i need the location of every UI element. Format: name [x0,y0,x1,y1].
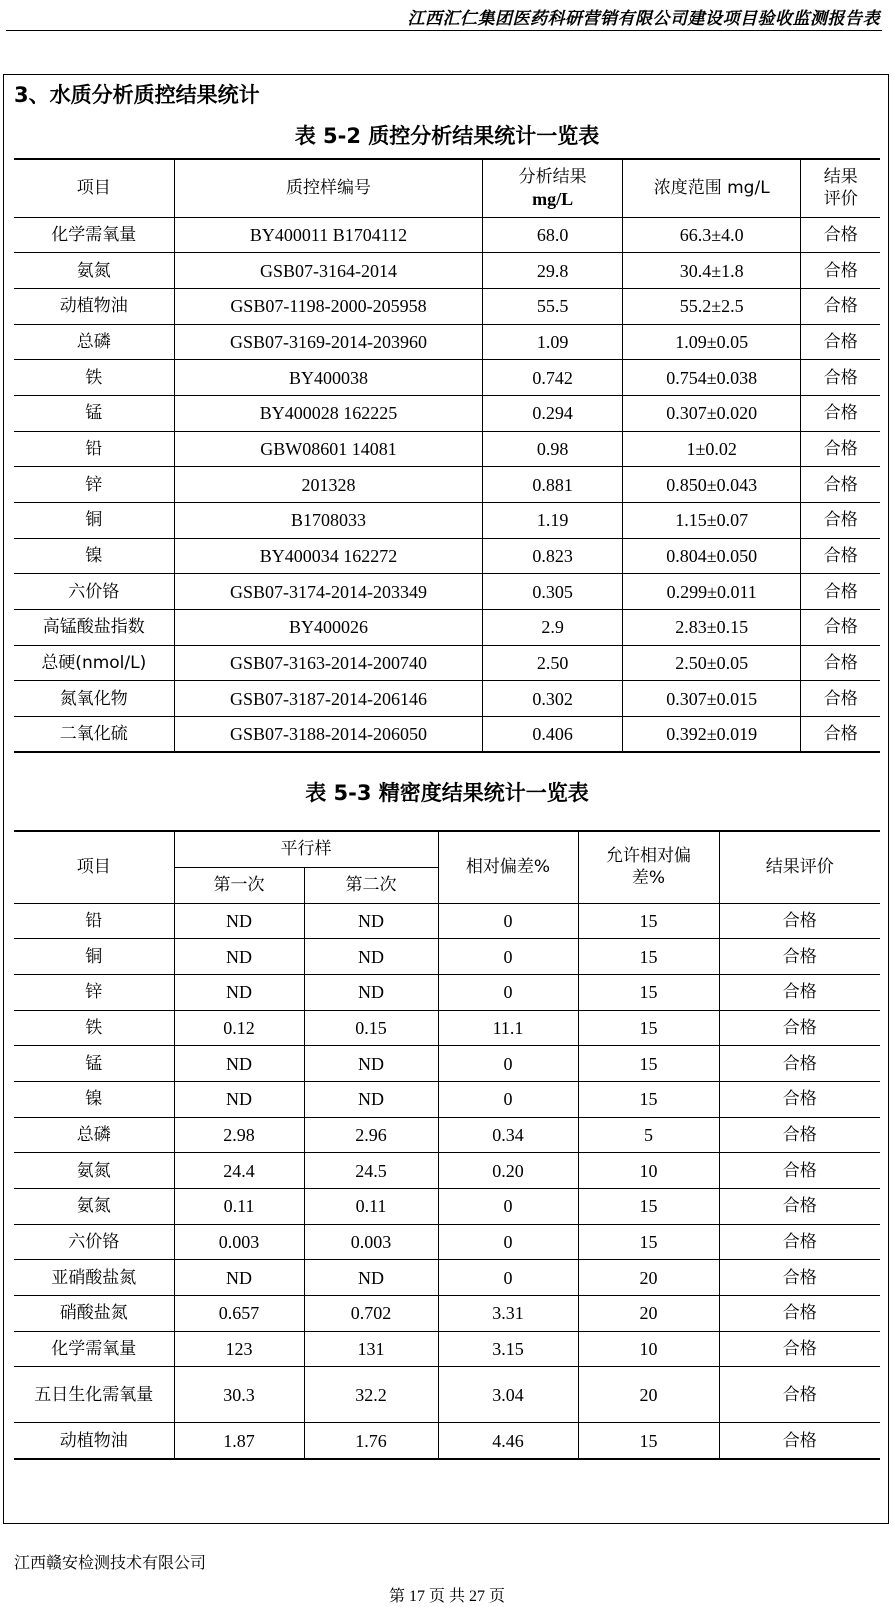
cell-result: 0.294 [483,395,623,431]
cell-eval: 合格 [719,1153,880,1189]
table-row [14,1423,880,1459]
cell-eval: 合格 [719,1081,880,1117]
cell-rel-dev: 0.20 [438,1153,578,1189]
table-row [14,574,880,610]
cell-range: 55.2±2.5 [622,288,801,324]
footer-company: 江西赣安检测技术有限公司 [14,1553,207,1572]
cell-item: 锰 [14,1046,174,1082]
cell-first: 0.003 [174,1224,304,1260]
cell-second: 1.76 [304,1423,438,1459]
cell-item: 化学需氧量 [14,217,174,253]
cell-eval: 合格 [719,1189,880,1225]
cell-item: 铁 [14,1010,174,1046]
cell-first: ND [174,1260,304,1296]
table-row [14,431,880,467]
cell-eval: 合格 [719,1296,880,1332]
col-header-eval: 结果评价 [719,831,880,903]
cell-item: 锌 [14,467,174,503]
table-row [14,903,880,939]
cell-item: 铜 [14,939,174,975]
cell-result: 0.406 [483,717,623,753]
cell-allowed: 20 [578,1367,719,1423]
table-row [14,1117,880,1153]
footer-page-number: 第 17 页 共 27 页 [388,1588,505,1605]
table-row [14,217,880,253]
cell-allowed: 15 [578,1010,719,1046]
table-row [14,360,880,396]
table-row [14,717,880,753]
cell-first: 1.87 [174,1423,304,1459]
cell-second: ND [304,1081,438,1117]
cell-rel-dev: 3.15 [438,1331,578,1367]
cell-allowed: 15 [578,1224,719,1260]
cell-rel-dev: 0 [438,1224,578,1260]
table-row [14,253,880,289]
cell-eval: 合格 [719,939,880,975]
table-5-2-caption: 表 5-2 质控分析结果统计一览表 [294,124,600,148]
cell-range: 0.754±0.038 [622,360,801,396]
cell-allowed: 15 [578,1046,719,1082]
table-row [14,503,880,539]
table-row [14,1081,880,1117]
cell-eval: 合格 [801,324,880,360]
cell-item: 二氧化硫 [14,717,174,753]
report-header-title: 江西汇仁集团医药科研营销有限公司建设项目验收监测报告表 [407,9,880,28]
cell-second: ND [304,903,438,939]
col-header-sample-id: 质控样编号 [174,159,483,217]
cell-first: 0.657 [174,1296,304,1332]
cell-range: 0.299±0.011 [622,574,801,610]
cell-sample-id: GSB07-3169-2014-203960 [174,324,483,360]
col-header-rel-dev: 相对偏差% [438,831,578,903]
header-rule [6,30,882,31]
col-header-result-line1: 分析结果 [518,167,587,188]
cell-second: ND [304,974,438,1010]
cell-allowed: 15 [578,1189,719,1225]
cell-result: 0.98 [483,431,623,467]
section-title: 3、水质分析质控结果统计 [14,83,260,107]
table-row [14,1296,880,1332]
cell-second: ND [304,1260,438,1296]
cell-eval: 合格 [801,395,880,431]
cell-rel-dev: 0 [438,903,578,939]
table-row [14,974,880,1010]
cell-item: 镍 [14,538,174,574]
cell-eval: 合格 [801,431,880,467]
cell-eval: 合格 [801,288,880,324]
cell-range: 1.09±0.05 [622,324,801,360]
cell-result: 0.302 [483,681,623,717]
cell-range: 66.3±4.0 [622,217,801,253]
cell-item: 氨氮 [14,1189,174,1225]
table-row [14,467,880,503]
cell-sample-id: GSB07-3187-2014-206146 [174,681,483,717]
cell-rel-dev: 3.31 [438,1296,578,1332]
cell-sample-id: GBW08601 14081 [174,431,483,467]
cell-eval: 合格 [801,538,880,574]
cell-item: 高锰酸盐指数 [14,610,174,646]
cell-eval: 合格 [801,467,880,503]
cell-rel-dev: 0 [438,974,578,1010]
cell-item: 动植物油 [14,1423,174,1459]
cell-second: ND [304,939,438,975]
cell-sample-id: BY400026 [174,610,483,646]
col-header-allowed-line2: 差% [631,868,666,889]
cell-sample-id: BY400038 [174,360,483,396]
cell-item: 五日生化需氧量 [14,1367,174,1423]
cell-first: ND [174,939,304,975]
table-row [14,610,880,646]
cell-eval: 合格 [801,217,880,253]
cell-eval: 合格 [801,717,880,753]
quality-control-table [14,158,880,753]
cell-sample-id: GSB07-3164-2014 [174,253,483,289]
table-row [14,395,880,431]
table-row [14,939,880,975]
table-row [14,645,880,681]
cell-second: 0.15 [304,1010,438,1046]
cell-eval: 合格 [719,1260,880,1296]
cell-first: 0.12 [174,1010,304,1046]
cell-allowed: 15 [578,903,719,939]
cell-rel-dev: 3.04 [438,1367,578,1423]
cell-eval: 合格 [719,903,880,939]
cell-eval: 合格 [801,253,880,289]
cell-range: 0.307±0.015 [622,681,801,717]
cell-result: 55.5 [483,288,623,324]
cell-result: 0.881 [483,467,623,503]
cell-item: 铁 [14,360,174,396]
cell-second: ND [304,1046,438,1082]
cell-result: 0.305 [483,574,623,610]
cell-second: 0.003 [304,1224,438,1260]
cell-sample-id: GSB07-3163-2014-200740 [174,645,483,681]
cell-second: 32.2 [304,1367,438,1423]
cell-sample-id: GSB07-1198-2000-205958 [174,288,483,324]
cell-result: 0.742 [483,360,623,396]
table-row [14,1189,880,1225]
cell-second: 0.11 [304,1189,438,1225]
cell-first: ND [174,1081,304,1117]
precision-table [14,830,880,1460]
table-header-row [14,159,880,217]
cell-first: 0.11 [174,1189,304,1225]
col-header-eval-line2: 评价 [823,189,858,210]
table-row [14,1260,880,1296]
cell-rel-dev: 0 [438,1046,578,1082]
col-header-item: 项目 [14,831,174,903]
cell-item: 氮氧化物 [14,681,174,717]
cell-result: 29.8 [483,253,623,289]
col-header-result-line2: mg/L [532,189,574,210]
cell-eval: 合格 [801,610,880,646]
cell-item: 铜 [14,503,174,539]
cell-item: 总磷 [14,324,174,360]
cell-item: 铅 [14,431,174,467]
cell-eval: 合格 [801,360,880,396]
col-header-allowed [578,831,719,903]
cell-range: 30.4±1.8 [622,253,801,289]
cell-eval: 合格 [719,1117,880,1153]
col-header-eval-line1: 结果 [823,167,858,188]
cell-eval: 合格 [801,681,880,717]
cell-item: 氨氮 [14,253,174,289]
cell-rel-dev: 0 [438,1081,578,1117]
col-header-second: 第二次 [304,867,438,903]
cell-sample-id: GSB07-3174-2014-203349 [174,574,483,610]
cell-range: 1.15±0.07 [622,503,801,539]
cell-item: 氨氮 [14,1153,174,1189]
cell-allowed: 10 [578,1331,719,1367]
table-row [14,1153,880,1189]
cell-first: ND [174,903,304,939]
cell-result: 0.823 [483,538,623,574]
table-header-row-1 [14,831,880,867]
cell-item: 动植物油 [14,288,174,324]
cell-allowed: 15 [578,939,719,975]
cell-result: 1.09 [483,324,623,360]
cell-rel-dev: 4.46 [438,1423,578,1459]
cell-eval: 合格 [719,1010,880,1046]
cell-eval: 合格 [801,574,880,610]
table-row [14,681,880,717]
cell-first: 30.3 [174,1367,304,1423]
cell-second: 131 [304,1331,438,1367]
cell-range: 2.50±0.05 [622,645,801,681]
cell-sample-id: B1708033 [174,503,483,539]
cell-item: 总硬(nmol/L) [14,645,174,681]
col-header-allowed-line1: 允许相对偏 [606,846,691,867]
table-row [14,1046,880,1082]
cell-eval: 合格 [719,1224,880,1260]
cell-eval: 合格 [719,1046,880,1082]
cell-allowed: 15 [578,974,719,1010]
cell-result: 68.0 [483,217,623,253]
cell-item: 化学需氧量 [14,1331,174,1367]
cell-eval: 合格 [719,1367,880,1423]
cell-allowed: 10 [578,1153,719,1189]
cell-item: 铅 [14,903,174,939]
cell-sample-id: BY400011 B1704112 [174,217,483,253]
cell-sample-id: GSB07-3188-2014-206050 [174,717,483,753]
col-header-first: 第一次 [174,867,304,903]
cell-sample-id: BY400028 162225 [174,395,483,431]
cell-range: 2.83±0.15 [622,610,801,646]
table-5-3-caption: 表 5-3 精密度结果统计一览表 [305,781,589,805]
col-header-item: 项目 [14,159,174,217]
table-row [14,324,880,360]
cell-first: ND [174,974,304,1010]
cell-item: 镍 [14,1081,174,1117]
cell-second: 2.96 [304,1117,438,1153]
cell-eval: 合格 [719,974,880,1010]
cell-range: 0.392±0.019 [622,717,801,753]
cell-eval: 合格 [801,645,880,681]
cell-result: 1.19 [483,503,623,539]
table-row [14,1010,880,1046]
cell-allowed: 20 [578,1296,719,1332]
col-header-parallel: 平行样 [174,831,438,867]
cell-first: ND [174,1046,304,1082]
col-header-result [483,159,623,217]
cell-result: 2.9 [483,610,623,646]
cell-rel-dev: 0 [438,939,578,975]
col-header-range: 浓度范围 mg/L [622,159,801,217]
cell-allowed: 15 [578,1081,719,1117]
table-row [14,1331,880,1367]
cell-item: 六价铬 [14,1224,174,1260]
cell-rel-dev: 0 [438,1189,578,1225]
cell-rel-dev: 0.34 [438,1117,578,1153]
cell-range: 1±0.02 [622,431,801,467]
cell-allowed: 20 [578,1260,719,1296]
cell-second: 0.702 [304,1296,438,1332]
cell-range: 0.307±0.020 [622,395,801,431]
cell-sample-id: 201328 [174,467,483,503]
cell-result: 2.50 [483,645,623,681]
cell-first: 24.4 [174,1153,304,1189]
cell-item: 锰 [14,395,174,431]
cell-item: 六价铬 [14,574,174,610]
cell-allowed: 15 [578,1423,719,1459]
cell-first: 123 [174,1331,304,1367]
cell-item: 亚硝酸盐氮 [14,1260,174,1296]
cell-eval: 合格 [719,1423,880,1459]
table-row [14,1224,880,1260]
cell-item: 总磷 [14,1117,174,1153]
cell-range: 0.804±0.050 [622,538,801,574]
cell-rel-dev: 0 [438,1260,578,1296]
table-row [14,288,880,324]
cell-eval: 合格 [719,1331,880,1367]
col-header-eval [801,159,880,217]
cell-allowed: 5 [578,1117,719,1153]
cell-item: 硝酸盐氮 [14,1296,174,1332]
cell-rel-dev: 11.1 [438,1010,578,1046]
cell-range: 0.850±0.043 [622,467,801,503]
cell-second: 24.5 [304,1153,438,1189]
table-row [14,1367,880,1423]
table-row [14,538,880,574]
cell-first: 2.98 [174,1117,304,1153]
cell-eval: 合格 [801,503,880,539]
cell-sample-id: BY400034 162272 [174,538,483,574]
cell-item: 锌 [14,974,174,1010]
